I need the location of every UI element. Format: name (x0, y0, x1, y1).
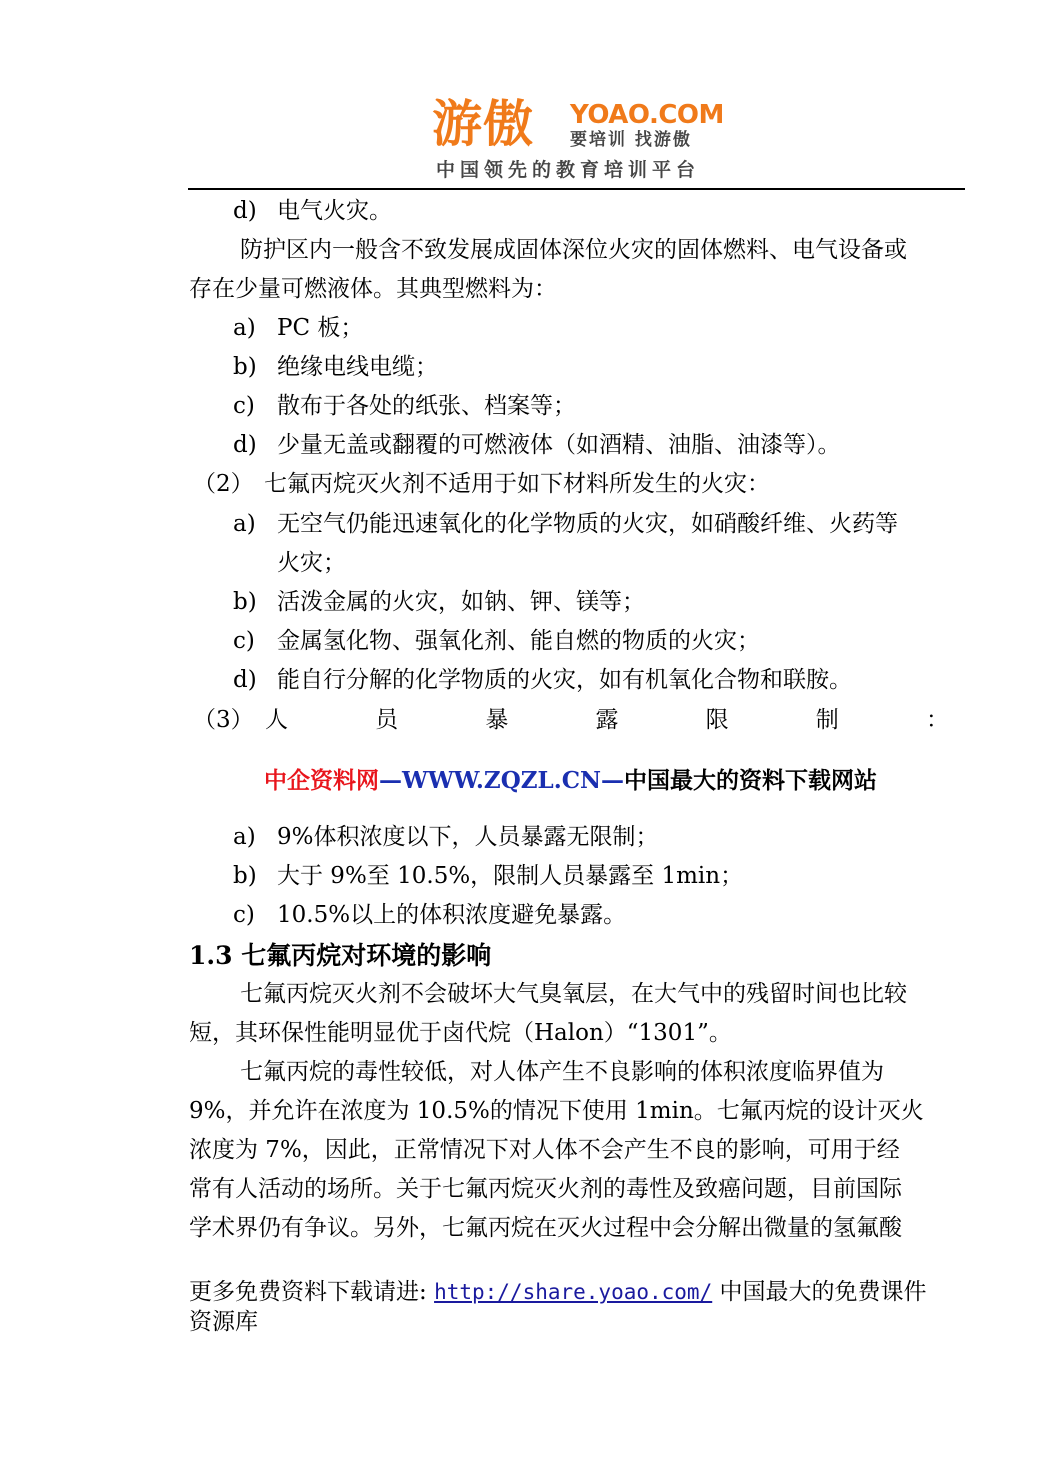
list-item: 少量无盖或翻覆的可燃液体（如酒精、油脂、油漆等）。 (277, 432, 841, 458)
section-3-char: 员 (375, 707, 399, 733)
section-3-title (265, 705, 949, 735)
list-marker: c) (233, 393, 255, 419)
footer-suffix: 中国最大的免费课件 (712, 1279, 927, 1305)
list-item: PC 板； (277, 315, 364, 341)
paragraph-line: 防护区内一般含不致发展成固体深位火灾的固体燃料、电气设备或 (240, 237, 907, 263)
section-3-char: 人 (265, 707, 288, 733)
section-3-char: 限 (705, 707, 729, 733)
list-marker: b) (233, 863, 257, 889)
list-item: 10.5%以上的体积浓度避免暴露。 (277, 902, 627, 928)
list-item: 9%体积浓度以下，人员暴露无限制； (277, 824, 659, 850)
site-banner (264, 765, 877, 797)
paragraph-line: 浓度为 7%，因此，正常情况下对人体不会产生不良的影响，可用于经 (189, 1137, 900, 1163)
list-marker: a) (233, 824, 256, 850)
yoao-logo (432, 96, 722, 188)
banner-tagline: 中国最大的资料下载网站 (624, 767, 878, 794)
list-marker: a) (233, 511, 256, 537)
logo-chinese-text: 游傲 (432, 95, 534, 153)
section-heading: 1.3 七氟丙烷对环境的影响 (189, 941, 492, 970)
list-marker: b) (233, 589, 257, 615)
paragraph-line: 存在少量可燃液体。其典型燃料为： (189, 276, 557, 302)
list-marker: d) (233, 667, 257, 693)
list-marker: b) (233, 354, 257, 380)
banner-dash: — (601, 767, 625, 794)
section-3-char: 暴 (485, 707, 509, 733)
list-marker: c) (233, 902, 255, 928)
list-marker: a) (233, 315, 256, 341)
paragraph-line: 七氟丙烷的毒性较低，对人体产生不良影响的体积浓度临界值为 (240, 1059, 884, 1085)
list-item: 散布于各处的纸张、档案等； (277, 393, 576, 419)
footer-link[interactable]: http://share.yoao.com/ (434, 1280, 713, 1304)
list-marker: c) (233, 628, 255, 654)
paragraph-line: 学术界仍有争议。另外，七氟丙烷在灭火过程中会分解出微量的氢氟酸 (189, 1215, 902, 1241)
list-item: 无空气仍能迅速氧化的化学物质的火灾，如硝酸纤维、火药等 (277, 511, 898, 537)
banner-url: WWW.ZQZL.CN (402, 767, 602, 794)
paragraph-line: 七氟丙烷灭火剂不会破坏大气臭氧层，在大气中的残留时间也比较 (240, 981, 907, 1007)
footer-line-2: 资源库 (189, 1309, 258, 1335)
section-3-char: 露 (595, 707, 619, 733)
section-text: 七氟丙烷灭火剂不适用于如下材料所发生的火灾： (264, 471, 770, 497)
header-rule (188, 188, 965, 190)
footer-line (189, 1277, 927, 1307)
section-marker: （3） (193, 707, 254, 733)
logo-slogan: 要培训 找游傲 (570, 130, 692, 150)
banner-dash: — (379, 767, 402, 794)
banner-site-name: 中企资料网 (264, 767, 379, 794)
logo-platform: 中国领先的教育培训平台 (436, 159, 701, 181)
footer-prefix: 更多免费资料下载请进: (189, 1279, 435, 1305)
list-marker: d) (233, 432, 257, 458)
list-item: 电气火灾。 (277, 198, 392, 224)
list-item: 绝缘电线电缆； (277, 354, 438, 380)
list-item-continuation: 火灾； (277, 550, 346, 576)
logo-domain: YOAO.COM (570, 100, 724, 130)
list-marker: d) (233, 198, 257, 224)
section-3-char: 制 (815, 707, 839, 733)
list-item: 金属氢化物、强氧化剂、能自燃的物质的火灾； (277, 628, 760, 654)
paragraph-line: 常有人活动的场所。关于七氟丙烷灭火剂的毒性及致癌问题，目前国际 (189, 1176, 902, 1202)
list-item: 大于 9%至 10.5%，限制人员暴露至 1min； (277, 863, 744, 889)
paragraph-line: 短，其环保性能明显优于卤代烷（Halon）“1301”。 (189, 1020, 732, 1046)
section-marker: （2） (193, 471, 254, 497)
list-item: 活泼金属的火灾，如钠、钾、镁等； (277, 589, 645, 615)
section-3-char: ： (925, 707, 949, 733)
list-item: 能自行分解的化学物质的火灾，如有机氧化合物和联胺。 (277, 667, 852, 693)
paragraph-line: 9%，并允许在浓度为 10.5%的情况下使用 1min。七氟丙烷的设计灭火 (189, 1098, 924, 1124)
